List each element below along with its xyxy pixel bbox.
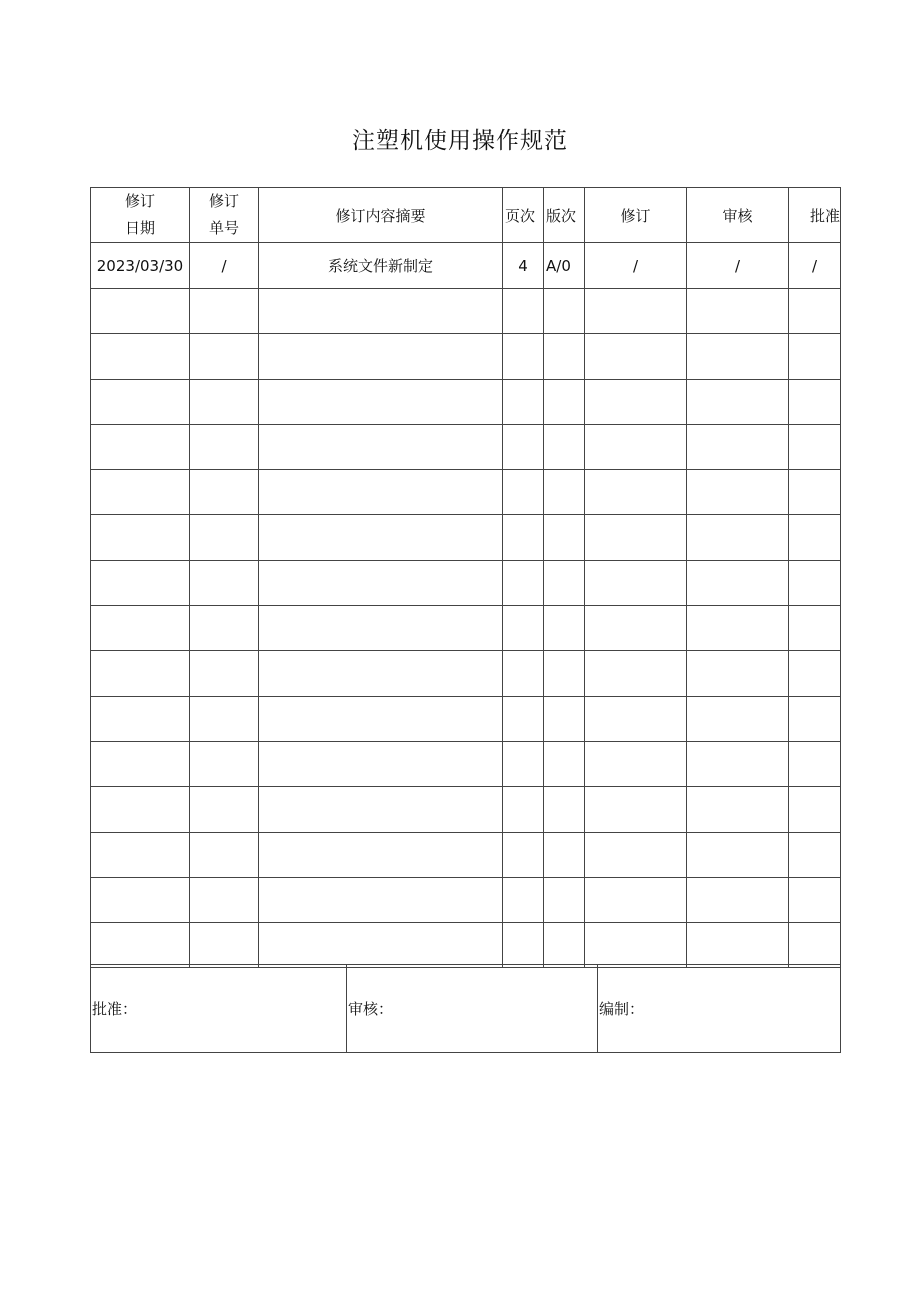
empty-cell[interactable] [259,379,503,424]
cell-summary: 系统文件新制定 [259,243,503,289]
cell-date: 2023/03/30 [91,243,190,289]
table-row [91,515,841,560]
empty-cell[interactable] [687,334,789,379]
empty-cell[interactable] [503,877,544,922]
empty-cell[interactable] [585,787,687,832]
empty-cell[interactable] [585,289,687,334]
empty-cell[interactable] [190,877,259,922]
empty-cell[interactable] [91,334,190,379]
empty-cell[interactable] [503,832,544,877]
empty-cell[interactable] [190,606,259,651]
empty-cell[interactable] [687,606,789,651]
empty-cell[interactable] [544,696,585,741]
empty-cell[interactable] [190,515,259,560]
empty-cell[interactable] [259,651,503,696]
empty-cell[interactable] [687,877,789,922]
empty-cell[interactable] [585,515,687,560]
empty-cell[interactable] [503,741,544,786]
header-revision-date: 修订 日期 [91,188,190,243]
empty-cell[interactable] [190,651,259,696]
empty-cell[interactable] [259,289,503,334]
empty-cell[interactable] [91,606,190,651]
table-row [91,560,841,605]
empty-cell[interactable] [259,424,503,469]
empty-cell[interactable] [259,741,503,786]
empty-cell[interactable] [687,696,789,741]
empty-cell[interactable] [687,470,789,515]
empty-cell[interactable] [91,651,190,696]
empty-cell[interactable] [503,560,544,605]
empty-cell[interactable] [91,515,190,560]
table-row [91,923,841,968]
table-row [91,651,841,696]
empty-cell[interactable] [190,424,259,469]
cell-review: / [687,243,789,289]
empty-cell[interactable] [190,379,259,424]
empty-cell[interactable] [585,424,687,469]
table-row [91,741,841,786]
empty-cell[interactable] [789,787,841,832]
header-approve: 批准 [789,188,841,243]
cell-number: / [190,243,259,289]
empty-cell[interactable] [789,741,841,786]
header-revision-number: 修订 单号 [190,188,259,243]
empty-cell[interactable] [789,606,841,651]
table-row [91,379,841,424]
review-signature-field[interactable]: 审核： [347,965,598,1053]
empty-cell[interactable] [91,470,190,515]
empty-cell[interactable] [687,651,789,696]
empty-cell[interactable] [585,741,687,786]
empty-cell[interactable] [585,379,687,424]
table-row [91,470,841,515]
empty-cell[interactable] [190,470,259,515]
empty-cell[interactable] [544,787,585,832]
empty-cell[interactable] [259,696,503,741]
header-review: 审核 [687,188,789,243]
empty-cell[interactable] [503,515,544,560]
empty-cell[interactable] [789,651,841,696]
empty-cell[interactable] [190,289,259,334]
cell-pages: 4 [503,243,544,289]
empty-cell[interactable] [687,515,789,560]
empty-cell[interactable] [585,651,687,696]
header-revision-summary: 修订内容摘要 [259,188,503,243]
empty-cell[interactable] [190,560,259,605]
empty-cell[interactable] [91,560,190,605]
empty-cell[interactable] [585,334,687,379]
empty-cell[interactable] [259,606,503,651]
empty-cell[interactable] [544,877,585,922]
empty-cell[interactable] [190,832,259,877]
header-revise: 修订 [585,188,687,243]
empty-cell[interactable] [91,877,190,922]
table-row [91,787,841,832]
empty-cell[interactable] [503,470,544,515]
table-row [91,289,841,334]
empty-cell[interactable] [789,379,841,424]
table-row [91,696,841,741]
empty-cell[interactable] [259,334,503,379]
empty-cell[interactable] [544,379,585,424]
header-version: 版次 [544,188,585,243]
empty-cell[interactable] [789,877,841,922]
empty-cell[interactable] [544,470,585,515]
empty-cell[interactable] [503,651,544,696]
empty-cell[interactable] [259,560,503,605]
empty-cell[interactable] [190,741,259,786]
cell-revise: / [585,243,687,289]
revision-table-header [91,188,841,243]
empty-cell[interactable] [789,696,841,741]
empty-cell[interactable] [190,787,259,832]
empty-cell[interactable] [259,470,503,515]
empty-cell[interactable] [789,515,841,560]
empty-cell[interactable] [91,379,190,424]
empty-cell[interactable] [544,923,585,968]
empty-cell[interactable] [585,560,687,605]
empty-cell[interactable] [91,832,190,877]
empty-cell[interactable] [585,606,687,651]
empty-cell[interactable] [585,832,687,877]
empty-cell[interactable] [789,289,841,334]
empty-cell[interactable] [687,379,789,424]
table-row [91,243,841,289]
empty-cell[interactable] [503,289,544,334]
table-row [91,832,841,877]
empty-cell[interactable] [190,696,259,741]
approve-signature-field[interactable]: 批准： [91,965,347,1053]
empty-cell[interactable] [190,923,259,968]
empty-cell[interactable] [190,334,259,379]
table-row [91,424,841,469]
empty-cell[interactable] [259,787,503,832]
cell-approve: / [789,243,841,289]
empty-cell[interactable] [687,787,789,832]
empty-cell[interactable] [544,289,585,334]
table-row [91,877,841,922]
empty-cell[interactable] [259,923,503,968]
empty-rows [91,289,841,968]
empty-cell[interactable] [544,334,585,379]
empty-cell[interactable] [585,696,687,741]
table-row [91,334,841,379]
empty-cell[interactable] [91,923,190,968]
empty-cell[interactable] [91,787,190,832]
table-row [91,606,841,651]
empty-cell[interactable] [259,832,503,877]
empty-cell[interactable] [544,832,585,877]
empty-cell[interactable] [789,424,841,469]
empty-cell[interactable] [687,832,789,877]
empty-cell[interactable] [544,651,585,696]
empty-cell[interactable] [687,923,789,968]
empty-cell[interactable] [687,560,789,605]
empty-cell[interactable] [91,424,190,469]
empty-cell[interactable] [503,696,544,741]
empty-cell[interactable] [789,923,841,968]
empty-cell[interactable] [585,470,687,515]
empty-cell[interactable] [503,787,544,832]
revision-table [90,187,841,968]
empty-cell[interactable] [259,515,503,560]
empty-cell[interactable] [91,289,190,334]
empty-cell[interactable] [789,832,841,877]
prepare-signature-field[interactable]: 编制： [598,965,841,1053]
empty-cell[interactable] [503,606,544,651]
signoff-table [90,964,841,1053]
empty-cell[interactable] [789,560,841,605]
empty-cell[interactable] [687,289,789,334]
empty-cell[interactable] [789,334,841,379]
empty-cell[interactable] [544,424,585,469]
empty-cell[interactable] [503,923,544,968]
empty-cell[interactable] [503,334,544,379]
empty-cell[interactable] [544,560,585,605]
empty-cell[interactable] [544,606,585,651]
empty-cell[interactable] [503,379,544,424]
empty-cell[interactable] [687,741,789,786]
empty-cell[interactable] [91,741,190,786]
header-pages: 页次 [503,188,544,243]
empty-cell[interactable] [585,877,687,922]
signoff-row [91,965,841,1053]
empty-cell[interactable] [91,696,190,741]
empty-cell[interactable] [585,923,687,968]
empty-cell[interactable] [789,470,841,515]
document-title: 注塑机使用操作规范 [352,128,568,154]
empty-cell[interactable] [259,877,503,922]
empty-cell[interactable] [544,515,585,560]
empty-cell[interactable] [687,424,789,469]
cell-version: A/0 [544,243,585,289]
empty-cell[interactable] [503,424,544,469]
empty-cell[interactable] [544,741,585,786]
